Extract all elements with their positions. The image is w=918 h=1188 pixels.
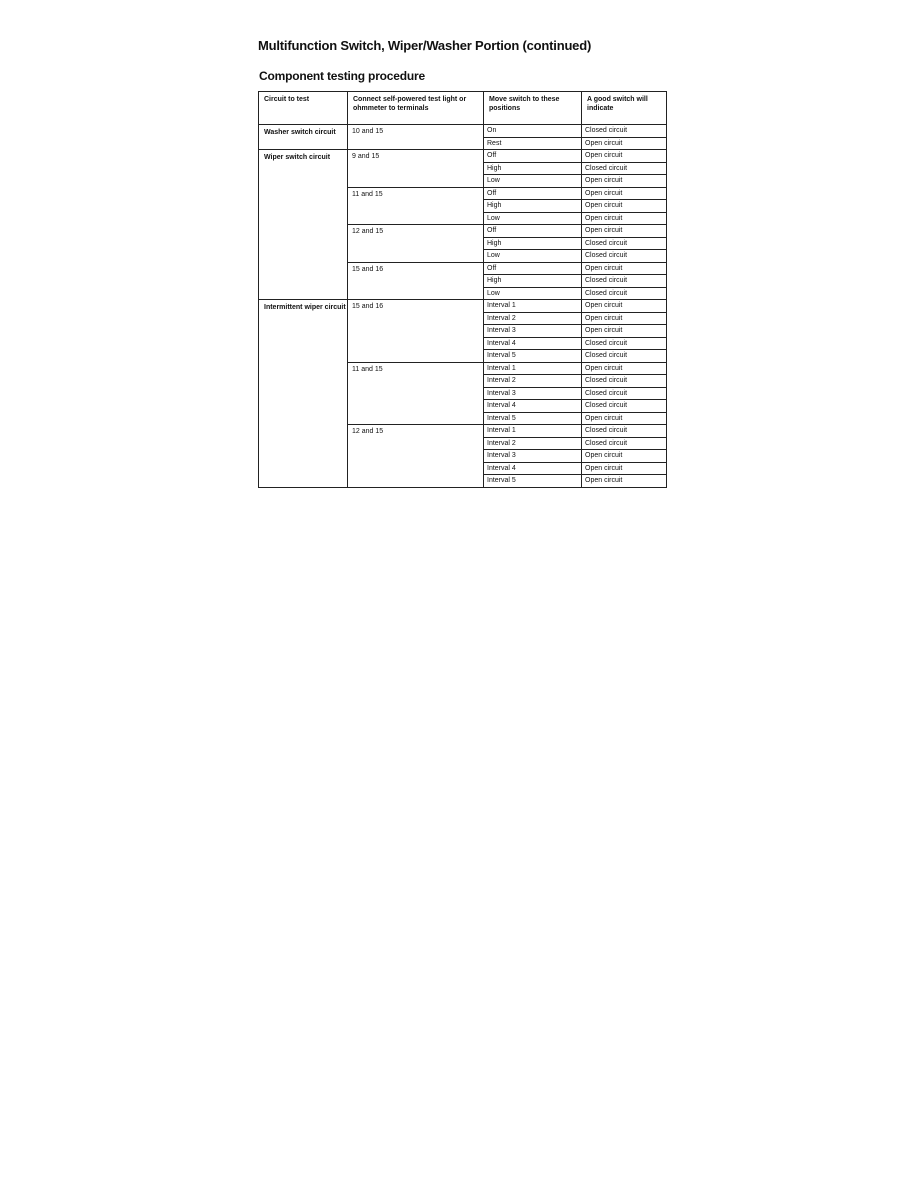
circuit-cell: Washer switch circuit: [259, 125, 348, 150]
result-cell: Open circuit: [582, 450, 667, 463]
table-row: [259, 125, 667, 138]
terminals-cell: 11 and 15: [348, 187, 484, 225]
terminals-cell: 12 and 15: [348, 425, 484, 488]
position-cell: On: [484, 125, 582, 138]
position-cell: Rest: [484, 137, 582, 150]
position-cell: Interval 5: [484, 412, 582, 425]
position-cell: Low: [484, 250, 582, 263]
result-cell: Open circuit: [582, 412, 667, 425]
position-cell: Low: [484, 175, 582, 188]
result-cell: Closed circuit: [582, 375, 667, 388]
result-cell: Open circuit: [582, 225, 667, 238]
position-cell: High: [484, 275, 582, 288]
result-cell: Open circuit: [582, 262, 667, 275]
terminals-cell: 15 and 16: [348, 300, 484, 363]
result-cell: Open circuit: [582, 475, 667, 488]
page-title: Multifunction Switch, Wiper/Washer Portion (continued): [258, 38, 592, 53]
circuit-cell: Wiper switch circuit: [259, 150, 348, 300]
result-cell: Open circuit: [582, 362, 667, 375]
terminals-cell: 10 and 15: [348, 125, 484, 150]
result-cell: Open circuit: [582, 325, 667, 338]
result-cell: Closed circuit: [582, 337, 667, 350]
circuit-cell: Intermittent wiper circuit: [259, 300, 348, 488]
position-cell: Interval 1: [484, 425, 582, 438]
result-cell: Open circuit: [582, 312, 667, 325]
table-body: [259, 125, 667, 488]
result-cell: Closed circuit: [582, 387, 667, 400]
position-cell: High: [484, 237, 582, 250]
position-cell: High: [484, 162, 582, 175]
position-cell: Interval 4: [484, 462, 582, 475]
position-cell: Interval 2: [484, 437, 582, 450]
position-cell: Interval 2: [484, 375, 582, 388]
position-cell: Low: [484, 287, 582, 300]
result-cell: Open circuit: [582, 300, 667, 313]
position-cell: Off: [484, 225, 582, 238]
position-cell: Off: [484, 262, 582, 275]
terminals-cell: 9 and 15: [348, 150, 484, 188]
result-cell: Closed circuit: [582, 162, 667, 175]
result-cell: Closed circuit: [582, 425, 667, 438]
position-cell: Off: [484, 187, 582, 200]
result-cell: Open circuit: [582, 137, 667, 150]
position-cell: Interval 1: [484, 362, 582, 375]
table-row: [259, 300, 667, 313]
result-cell: Closed circuit: [582, 250, 667, 263]
result-cell: Open circuit: [582, 200, 667, 213]
result-cell: Open circuit: [582, 175, 667, 188]
table-header-row: [259, 92, 667, 125]
position-cell: Interval 3: [484, 450, 582, 463]
header-positions: Move switch to these positions: [484, 92, 582, 125]
result-cell: Closed circuit: [582, 125, 667, 138]
position-cell: Off: [484, 150, 582, 163]
position-cell: Interval 2: [484, 312, 582, 325]
header-terminals: Connect self-powered test light or ohmmeter to terminals: [348, 92, 484, 125]
position-cell: High: [484, 200, 582, 213]
position-cell: Interval 3: [484, 325, 582, 338]
result-cell: Closed circuit: [582, 287, 667, 300]
header-indication: A good switch will indicate: [582, 92, 667, 125]
position-cell: Interval 5: [484, 475, 582, 488]
result-cell: Open circuit: [582, 462, 667, 475]
position-cell: Low: [484, 212, 582, 225]
position-cell: Interval 3: [484, 387, 582, 400]
terminals-cell: 11 and 15: [348, 362, 484, 425]
table-row: [259, 150, 667, 163]
terminals-cell: 12 and 15: [348, 225, 484, 263]
result-cell: Open circuit: [582, 212, 667, 225]
result-cell: Closed circuit: [582, 275, 667, 288]
position-cell: Interval 4: [484, 400, 582, 413]
component-testing-table: [258, 91, 667, 488]
position-cell: Interval 1: [484, 300, 582, 313]
result-cell: Closed circuit: [582, 437, 667, 450]
result-cell: Closed circuit: [582, 350, 667, 363]
result-cell: Closed circuit: [582, 400, 667, 413]
header-circuit: Circuit to test: [259, 92, 348, 125]
section-title: Component testing procedure: [259, 69, 425, 83]
position-cell: Interval 5: [484, 350, 582, 363]
result-cell: Open circuit: [582, 187, 667, 200]
terminals-cell: 15 and 16: [348, 262, 484, 300]
result-cell: Open circuit: [582, 150, 667, 163]
position-cell: Interval 4: [484, 337, 582, 350]
result-cell: Closed circuit: [582, 237, 667, 250]
